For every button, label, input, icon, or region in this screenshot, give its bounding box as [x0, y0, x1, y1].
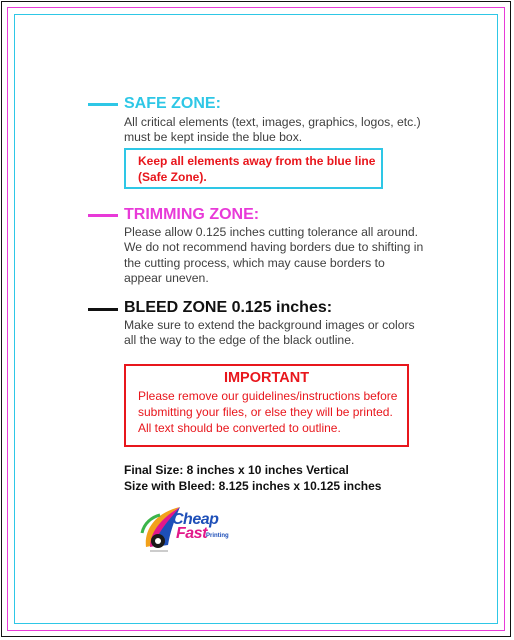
- trimming-zone-title: TRIMMING ZONE:: [124, 206, 260, 223]
- important-line: Please remove our guidelines/instructions before: [138, 389, 398, 403]
- safe-zone-description: [124, 115, 421, 146]
- important-title: IMPORTANT: [223, 370, 310, 386]
- safe-zone-note-line: Keep all elements away from the blue line: [138, 154, 376, 168]
- trimming-zone-line: appear uneven.: [124, 270, 209, 285]
- bleed-zone-description: [124, 318, 415, 349]
- logo-word-cheap: Cheap: [172, 511, 219, 528]
- bleed-zone-legend-bar: [88, 308, 118, 311]
- safe-zone-note-box: [124, 148, 383, 189]
- important-line: submitting your files, or else they will be printed.: [138, 404, 393, 419]
- important-line: All text should be converted to outline.: [138, 420, 341, 435]
- trimming-zone-description: [124, 225, 423, 286]
- bleed-zone-title: BLEED ZONE 0.125 inches:: [124, 299, 333, 316]
- trimming-zone-line: We do not recommend having borders due to shifting in: [124, 240, 424, 255]
- important-body: [138, 389, 407, 436]
- important-box: [124, 364, 409, 447]
- safe-zone-line: must be kept inside the blue box.: [124, 130, 303, 145]
- safe-zone-note-line: (Safe Zone).: [138, 169, 207, 184]
- size-info: [124, 462, 381, 494]
- safe-zone-line: All critical elements (text, images, graphics, logos, etc.): [124, 115, 421, 129]
- bleed-size-text: Size with Bleed: 8.125 inches x 10.125 inches: [124, 479, 382, 493]
- logo-word-printing: Printing: [206, 533, 229, 539]
- logo-word-fast: Fast: [176, 525, 207, 542]
- trimming-zone-line: the cutting process, which may cause borders to: [124, 255, 385, 270]
- final-size-text: Final Size: 8 inches x 10 inches Vertical: [124, 463, 349, 477]
- bleed-zone-line: all the way to the edge of the black outline.: [124, 333, 355, 348]
- trimming-zone-line: Please allow 0.125 inches cutting tolerance all around.: [124, 225, 419, 239]
- trimming-zone-legend-bar: [88, 214, 118, 217]
- safe-zone-title: SAFE ZONE:: [124, 95, 221, 112]
- safe-zone-legend-bar: [88, 103, 118, 106]
- cheap-fast-printing-logo: [136, 503, 246, 555]
- bleed-zone-line: Make sure to extend the background images or colors: [124, 318, 415, 332]
